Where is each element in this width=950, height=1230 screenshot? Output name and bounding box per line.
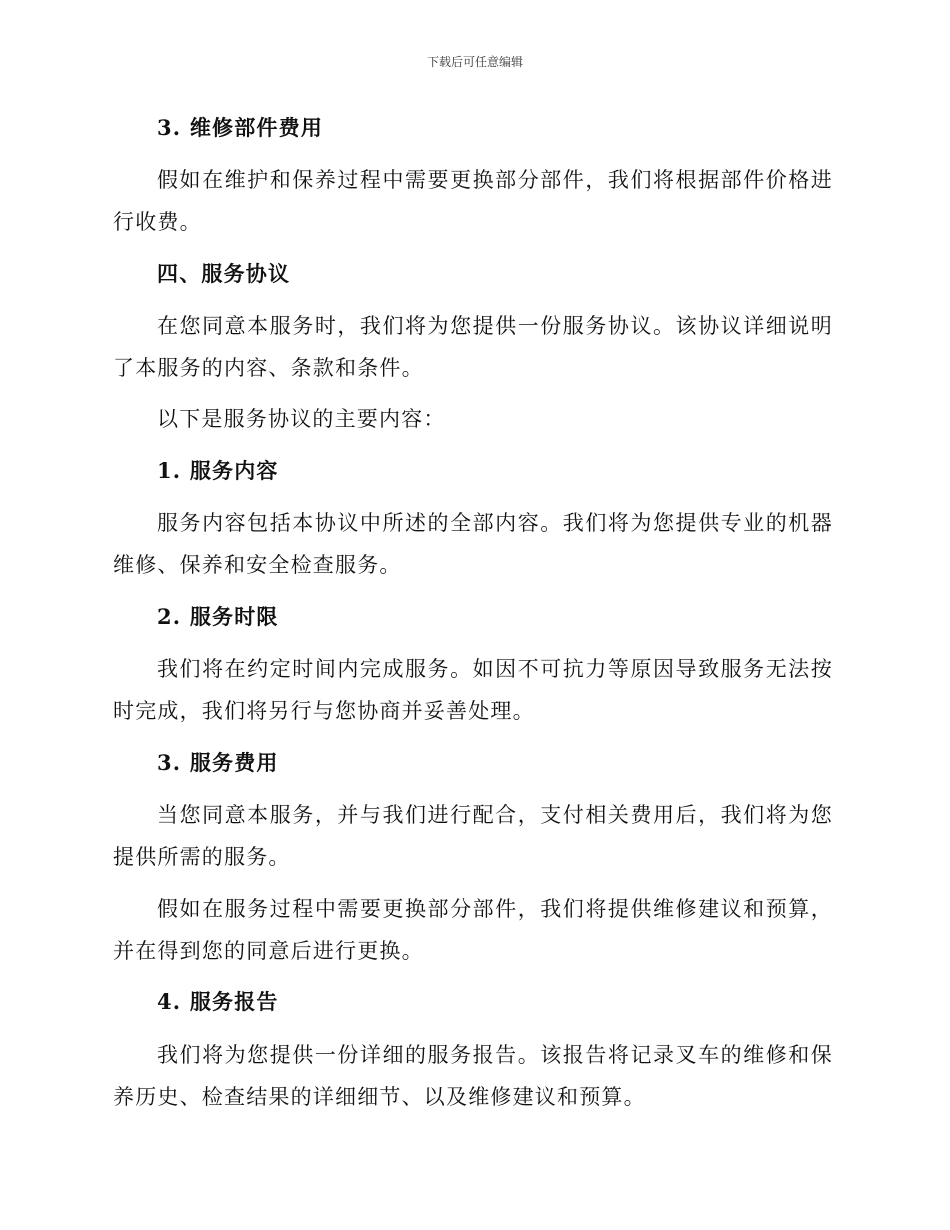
paragraph-service-time: 我们将在约定时间内完成服务。如因不可抗力等原因导致服务无法按时完成，我们将另行与您协商并妥善处理。 — [113, 657, 833, 723]
section-heading-service-content: 1. 服务内容 — [157, 458, 279, 483]
paragraph-agreement-main: 以下是服务协议的主要内容： — [157, 407, 446, 431]
paragraph-parts-fee: 假如在维护和保养过程中需要更换部分部件，我们将根据部件价格进行收费。 — [113, 168, 833, 234]
paragraph-agreement-intro: 在您同意本服务时，我们将为您提供一份服务协议。该协议详细说明了本服务的内容、条款和条件。 — [113, 314, 833, 380]
section-heading-service-time: 2. 服务时限 — [157, 604, 279, 629]
page-header-note: 下载后可任意编辑 — [426, 55, 523, 69]
section-heading-service-report: 4. 服务报告 — [157, 989, 279, 1014]
paragraph-service-report: 我们将为您提供一份详细的服务报告。该报告将记录叉车的维修和保养历史、检查结果的详细细节、以及维修建议和预算。 — [113, 1043, 833, 1109]
section-heading-parts-fee: 3. 维修部件费用 — [157, 115, 324, 140]
paragraph-service-fee-2: 假如在服务过程中需要更换部分部件，我们将提供维修建议和预算，并在得到您的同意后进行更换。 — [113, 897, 833, 963]
paragraph-service-content: 服务内容包括本协议中所述的全部内容。我们将为您提供专业的机器维修、保养和安全检查服务。 — [113, 511, 833, 577]
paragraph-service-fee-1: 当您同意本服务，并与我们进行配合，支付相关费用后，我们将为您提供所需的服务。 — [113, 803, 833, 869]
section-heading-agreement: 四、服务协议 — [157, 261, 291, 286]
section-heading-service-fee: 3. 服务费用 — [157, 750, 279, 775]
